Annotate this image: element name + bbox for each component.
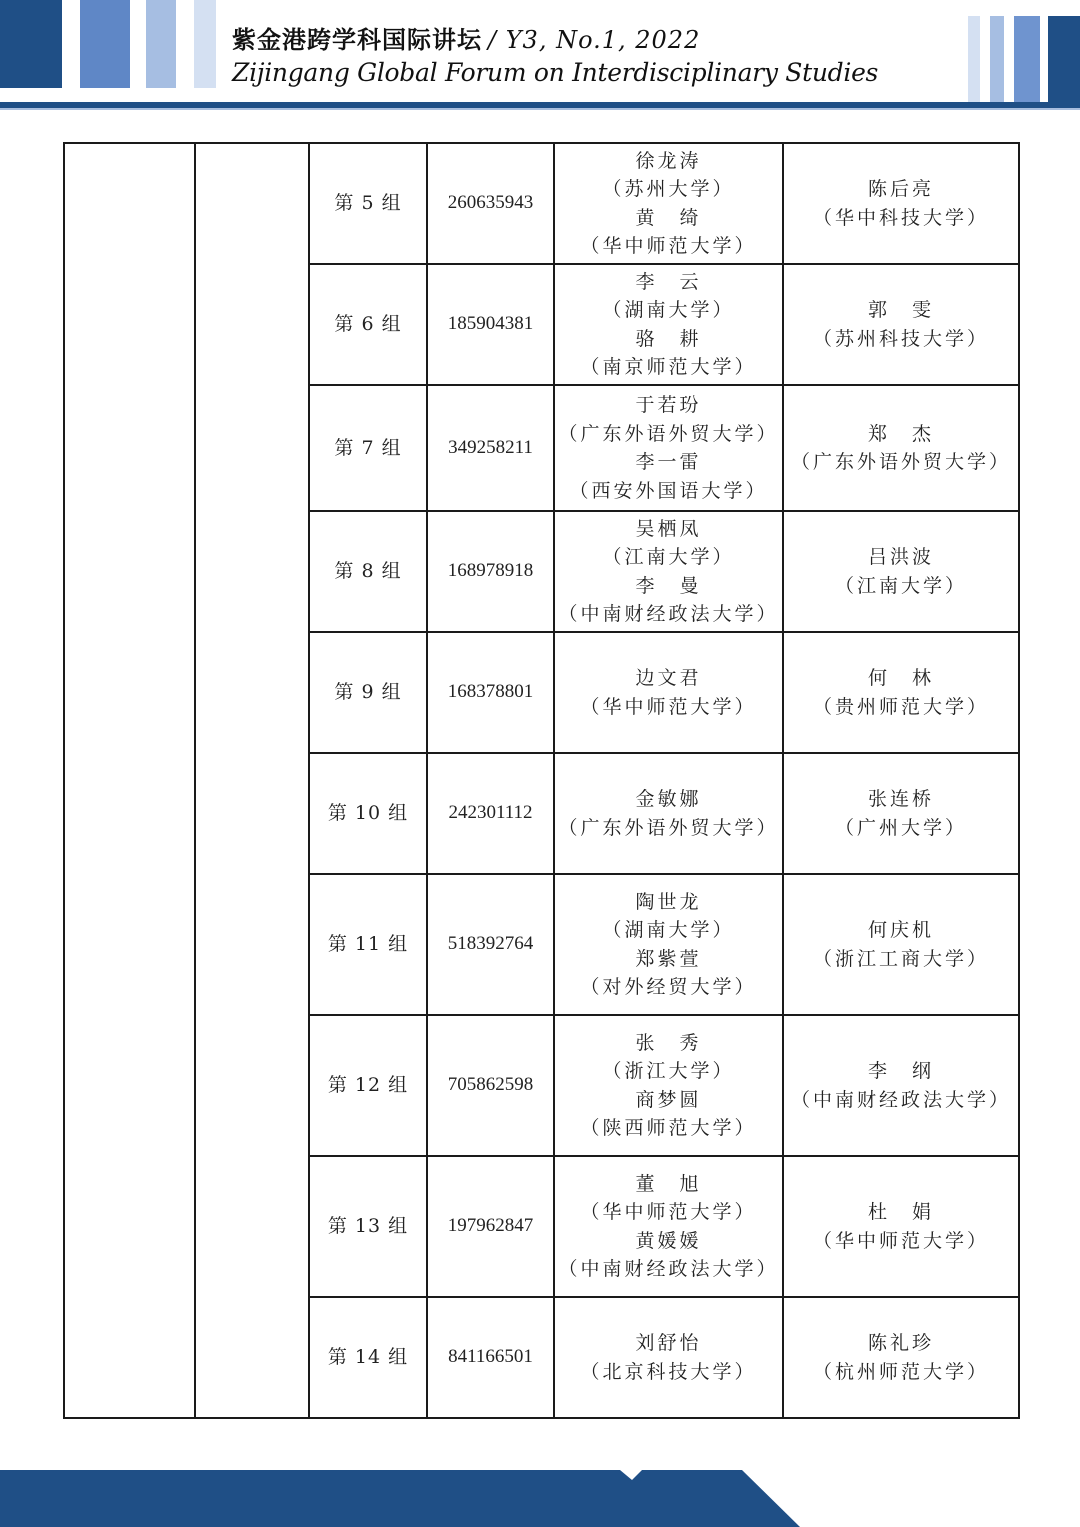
person-affiliation: （苏州科技大学） [812,327,989,350]
person-name: 商梦圆 [635,1088,702,1111]
header-bar-pale-right [968,16,980,104]
meeting-id-cell: 168378801 [427,632,554,753]
person-affiliation: （西安外国语大学） [569,479,768,502]
person-affiliation: （浙江工商大学） [812,947,989,970]
person-name: 吴栖凤 [635,517,702,540]
person-affiliation: （华中师范大学） [580,695,757,718]
group-cell: 第 5 组 [309,143,427,264]
person-affiliation: （华中师范大学） [580,235,757,257]
person-name: 郑紫萱 [635,947,702,970]
footer-decoration [0,1466,1080,1527]
person-affiliation: （苏州大学） [602,178,735,200]
reviewer-cell [783,385,1019,511]
person-name: 李 曼 [635,574,702,597]
schedule-table [63,142,1020,1419]
person-affiliation: （陕西师范大学） [580,1117,757,1139]
header-bar-dark-right [1048,16,1080,104]
meeting-id-cell: 197962847 [427,1156,554,1297]
participants-cell [554,1297,783,1418]
reviewer-cell [783,143,1019,264]
participants-cell [554,264,783,385]
person-name: 陈礼珍 [867,1332,934,1354]
person-affiliation: （华中师范大学） [812,1229,989,1252]
participants-cell [554,143,783,264]
header-bar-pale [194,0,216,88]
person-affiliation: （中南财经政法大学） [558,603,779,625]
journal-issue: / Y3, No.1, 2022 [488,26,701,54]
table-row [64,143,1019,264]
person-name: 张 秀 [635,1031,702,1054]
person-name: 黄 绮 [635,206,702,229]
participants-cell [554,1156,783,1297]
person-affiliation: （广东外语外贸大学） [558,816,779,839]
person-name: 何 林 [867,667,934,689]
person-name: 黄媛媛 [635,1229,702,1252]
person-name: 边文君 [635,667,702,689]
person-affiliation: （湖南大学） [602,919,735,941]
person-name: 郑 杰 [867,422,934,445]
meeting-id-cell: 349258211 [427,385,554,511]
participants-cell [554,632,783,753]
person-affiliation: （浙江大学） [602,1060,735,1082]
person-affiliation: （中南财经政法大学） [790,1088,1011,1111]
person-name: 金敏娜 [635,788,702,810]
person-name: 董 旭 [635,1172,702,1195]
participants-cell [554,1015,783,1156]
reviewer-cell [783,264,1019,385]
participants-cell [554,753,783,874]
journal-title-cn [232,20,700,55]
person-name: 陶世龙 [635,890,702,913]
reviewer-cell [783,753,1019,874]
group-cell: 第 10 组 [309,753,427,874]
person-affiliation: （贵州师范大学） [812,695,989,718]
merged-cell-col2 [195,143,309,1418]
person-name: 于若玢 [635,394,702,416]
group-cell: 第 8 组 [309,511,427,632]
group-cell: 第 11 组 [309,874,427,1015]
group-cell: 第 13 组 [309,1156,427,1297]
group-cell: 第 14 组 [309,1297,427,1418]
group-cell: 第 12 组 [309,1015,427,1156]
journal-name-cn: 紫金港跨学科国际讲坛 [232,26,482,54]
person-name: 张连桥 [867,788,934,810]
header-rule-light [0,108,1080,110]
person-name: 徐龙涛 [635,149,702,172]
person-affiliation: （华中科技大学） [812,206,989,229]
footer-band [0,1470,800,1527]
person-name: 李 云 [635,270,702,293]
person-affiliation: （广州大学） [834,816,967,839]
person-affiliation: （杭州师范大学） [812,1360,989,1383]
person-affiliation: （南京师范大学） [580,356,757,378]
reviewer-cell [783,632,1019,753]
participants-cell [554,385,783,511]
merged-cell-col1 [64,143,195,1418]
person-affiliation: （江南大学） [834,574,967,597]
person-name: 刘舒怡 [635,1332,702,1354]
group-cell: 第 7 组 [309,385,427,511]
meeting-id-cell: 518392764 [427,874,554,1015]
person-affiliation: （中南财经政法大学） [558,1258,779,1280]
participants-cell [554,874,783,1015]
person-affiliation: （江南大学） [602,546,735,568]
person-name: 陈后亮 [867,178,934,200]
reviewer-cell [783,511,1019,632]
reviewer-cell [783,1297,1019,1418]
group-cell: 第 6 组 [309,264,427,385]
header-bar-mid [80,0,130,88]
person-name: 杜 娟 [867,1201,934,1223]
participants-cell [554,511,783,632]
person-name: 何庆机 [867,919,934,941]
meeting-id-cell: 185904381 [427,264,554,385]
reviewer-cell [783,1156,1019,1297]
person-affiliation: （湖南大学） [602,299,735,321]
header-bar-mid-right [1014,16,1040,104]
reviewer-cell [783,874,1019,1015]
person-affiliation: （广东外语外贸大学） [558,422,779,445]
header-bar-light-right [990,16,1004,104]
header-bar-dark [0,0,62,88]
header-bar-light [146,0,176,88]
person-name: 郭 雯 [867,299,934,321]
meeting-id-cell: 260635943 [427,143,554,264]
person-affiliation: （广东外语外贸大学） [790,451,1011,473]
meeting-id-cell: 242301112 [427,753,554,874]
meeting-id-cell: 841166501 [427,1297,554,1418]
meeting-id-cell: 705862598 [427,1015,554,1156]
person-name: 李一雷 [635,451,702,473]
reviewer-cell [783,1015,1019,1156]
person-affiliation: （对外经贸大学） [580,976,757,998]
person-affiliation: （北京科技大学） [580,1360,757,1383]
person-name: 骆 耕 [635,327,702,350]
meeting-id-cell: 168978918 [427,511,554,632]
person-affiliation: （华中师范大学） [580,1201,757,1223]
person-name: 李 纲 [867,1060,934,1082]
person-name: 吕洪波 [867,546,934,568]
journal-title-en: Zijingang Global Forum on Interdisciplinary Studies [232,58,879,87]
group-cell: 第 9 组 [309,632,427,753]
